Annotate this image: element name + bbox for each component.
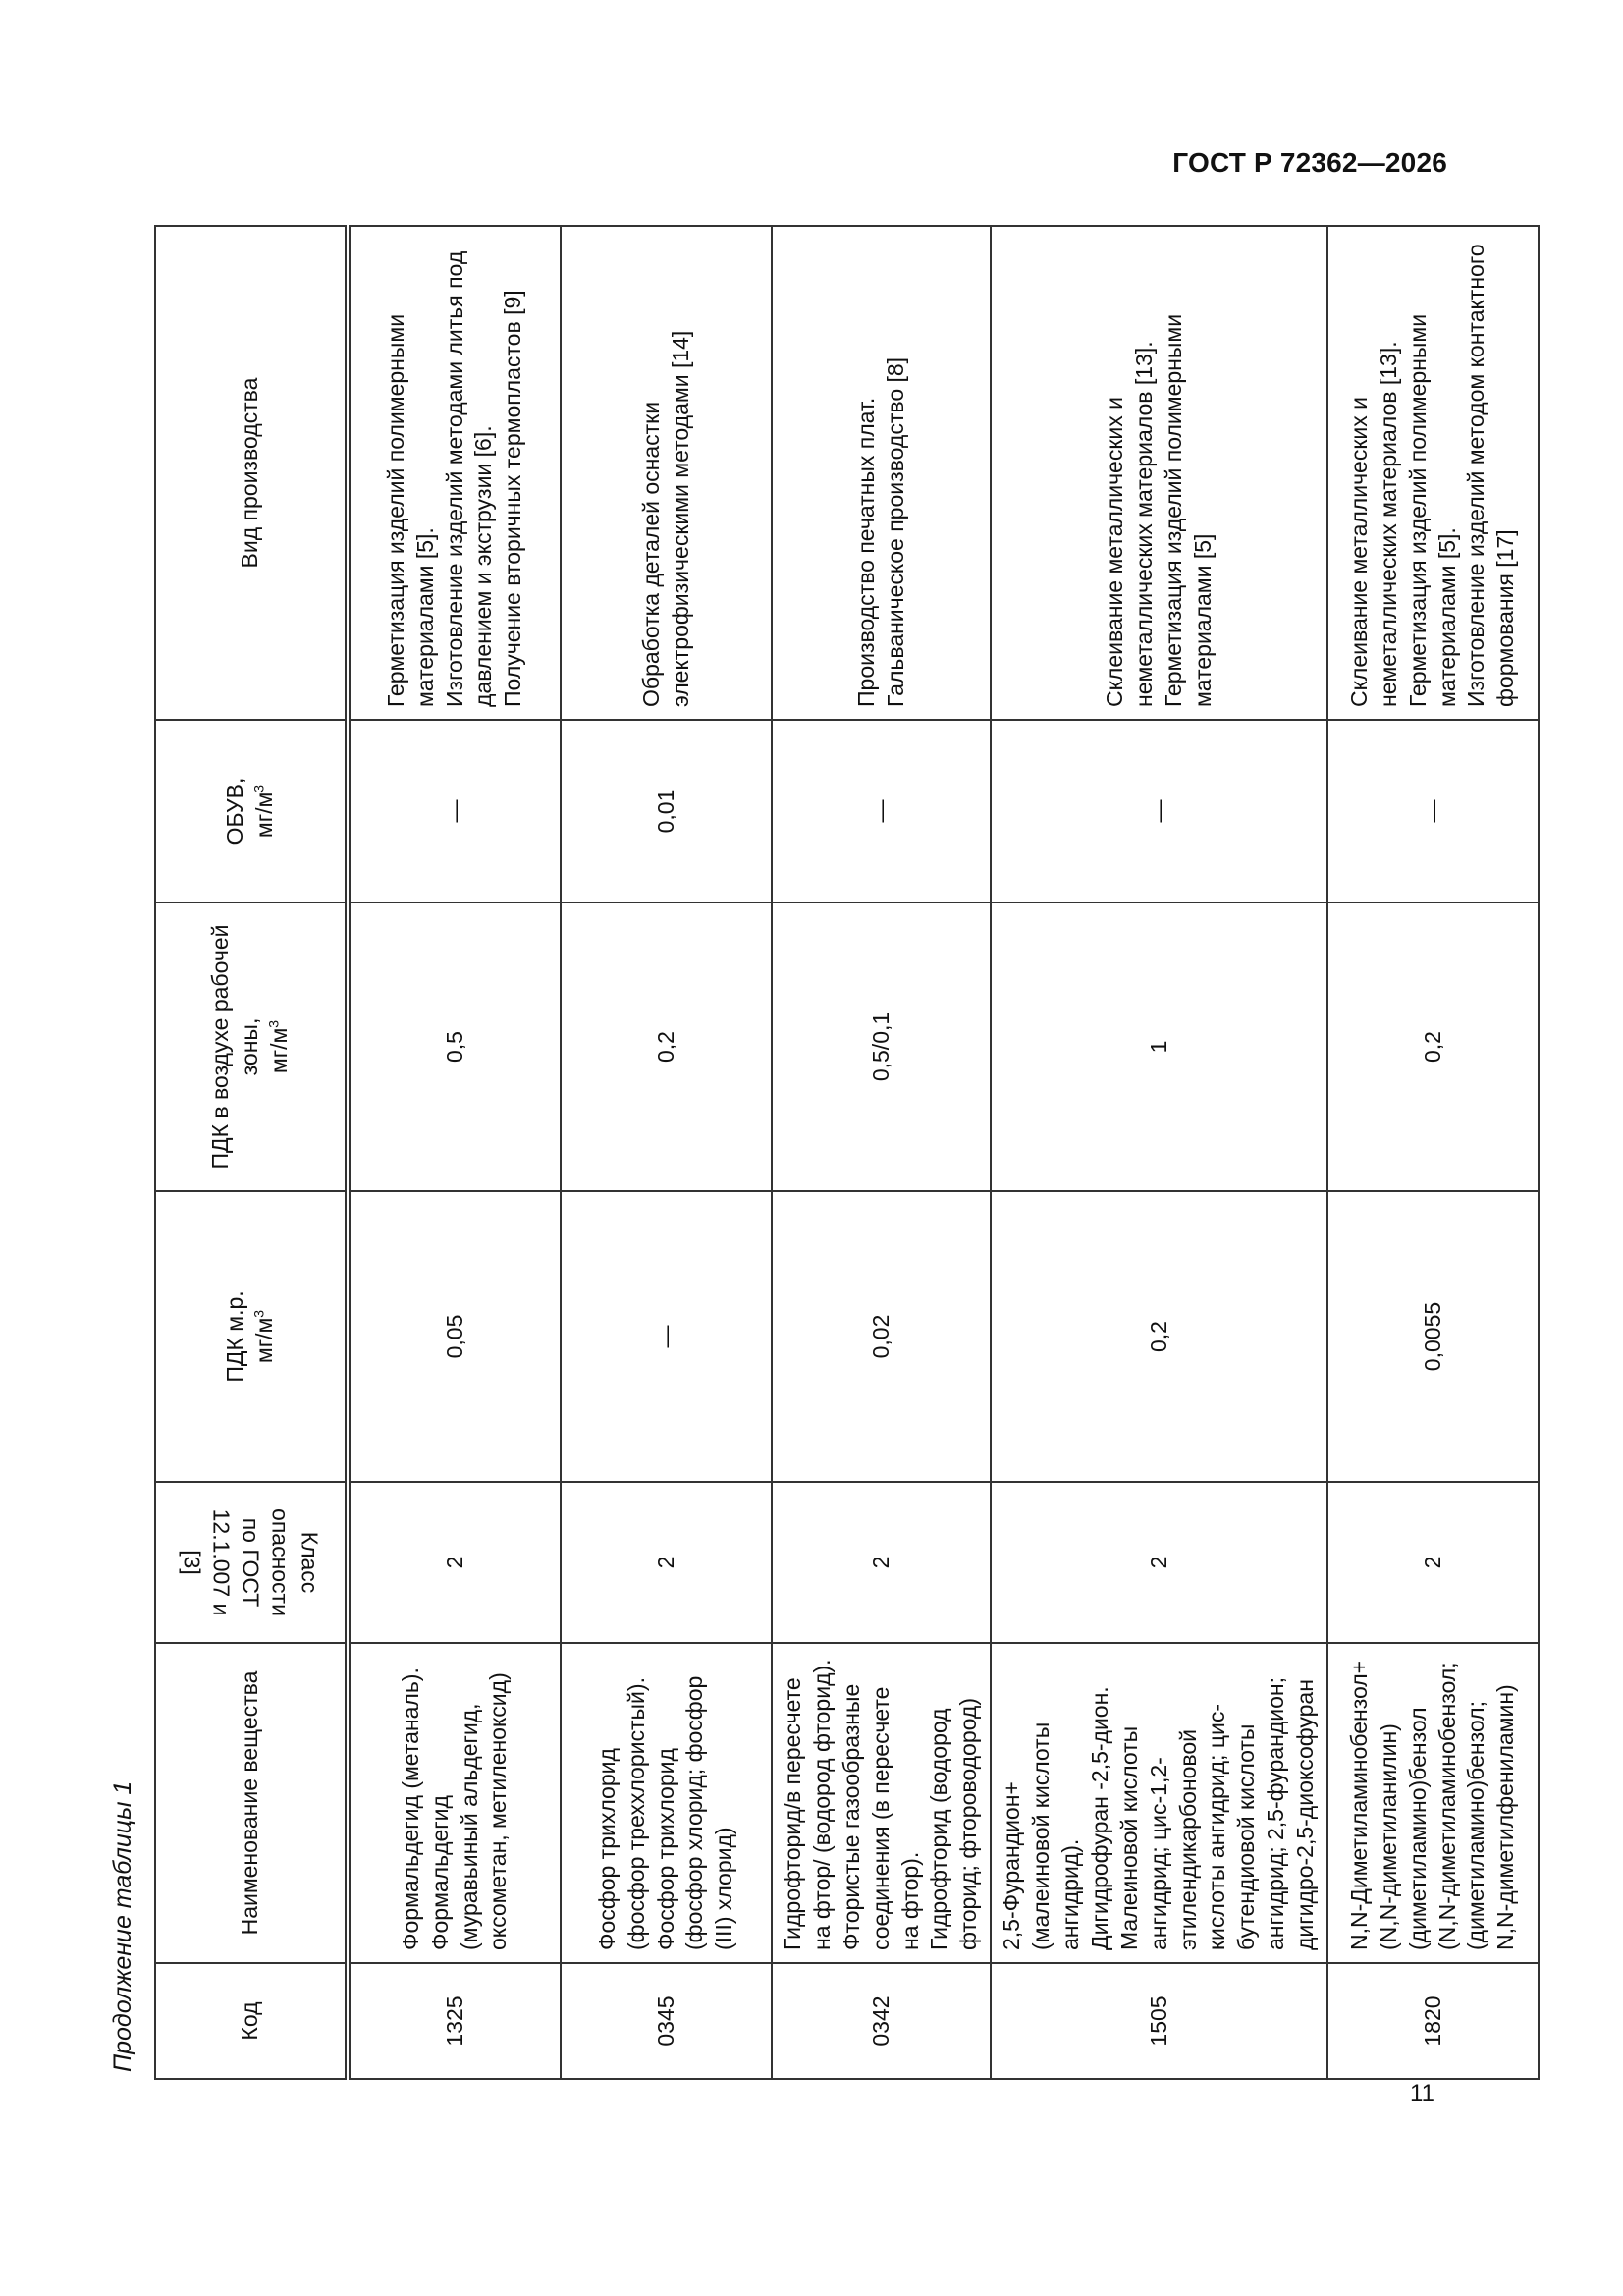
cell-pdk-air: 0,2 [1327, 902, 1539, 1191]
header-pdk-mr: ПДК м.р. $мг/м^3$ [155, 1191, 348, 1482]
cell-production: Герметизация изделий полимерными материалами [5]. Изготовление изделий методами литья под давлением и экструзии [6]. Получение вторичных термопластов [9] [348, 226, 561, 720]
cell-hazard-class: 2 [772, 1482, 991, 1643]
table-row [348, 226, 561, 2079]
header-hazard-class: Класс опасности по ГОСТ 12.1.007 и [3] [155, 1482, 348, 1643]
cell-code: 1820 [1327, 1963, 1539, 2079]
cell-name: Фосфор трихлорид (фосфор треххлористый). Фосфор трихлорид (фосфор хлорид; фосфор (III) хлорид) [561, 1643, 772, 1963]
table-row [772, 226, 991, 2079]
table-row [991, 226, 1327, 2079]
table-header-row [155, 226, 348, 2079]
header-code: Код [155, 1963, 348, 2079]
cell-hazard-class: 2 [1327, 1482, 1539, 1643]
header-production: Вид производства [155, 226, 348, 720]
page-number: 11 [1410, 2080, 1434, 2106]
cell-code: 0345 [561, 1963, 772, 2079]
cell-name: Гидрофторид/в пересчете на фтор/ (водород фторид). Фтористые газообразные соединения (в пересчете на фтор). Гидрофторид (водород фторид; фтороводород) [772, 1643, 991, 1963]
table-row [561, 226, 772, 2079]
cell-obuv: 0,01 [561, 720, 772, 902]
header-name: Наименование вещества [155, 1643, 348, 1963]
header-obuv: ОБУВ, $мг/м^3$ [155, 720, 348, 902]
cell-hazard-class: 2 [991, 1482, 1327, 1643]
cell-pdk-mr: 0,2 [991, 1191, 1327, 1482]
cell-code: 1505 [991, 1963, 1327, 2079]
cell-name: N,N-Диметиламинобензол+ (N,N-диметиланилин) (диметиламино)бензол (N,N-диметиламинобензол; (диметиламино)бензол; N,N-диметилфениламин) [1327, 1643, 1539, 1963]
cell-production: Склеивание металлических и неметаллических материалов [13]. Герметизация изделий полимерными материалами [5] [991, 226, 1327, 720]
substances-table [154, 225, 1540, 2080]
cell-obuv: — [991, 720, 1327, 902]
cell-pdk-air: 0,5 [348, 902, 561, 1191]
cell-pdk-air: 0,2 [561, 902, 772, 1191]
cell-name: 2,5-Фурандион+(малеиновой кислоты ангидрид). Дигидрофуран -2,5-дион. Малеиновой кислоты ангидрид; цис-1,2-этилендикарбоновой кислоты ангидрид; цис-бутендиовой кислоты ангидрид; 2,5-фурандион; дигидро-2,5-диоксофуран [991, 1643, 1327, 1963]
standard-code: ГОСТ Р 72362—2026 [1172, 147, 1447, 178]
cell-hazard-class: 2 [561, 1482, 772, 1643]
cell-obuv: — [772, 720, 991, 902]
cell-pdk-air: 1 [991, 902, 1327, 1191]
cell-pdk-mr: 0,05 [348, 1191, 561, 1482]
cell-pdk-air: 0,5/0,1 [772, 902, 991, 1191]
cell-obuv: — [348, 720, 561, 902]
cell-production: Производство печатных плат. Гальваническое производство [8] [772, 226, 991, 720]
cell-obuv: — [1327, 720, 1539, 902]
cell-production: Обработка деталей оснастки электрофизическими методами [14] [561, 226, 772, 720]
cell-name: Формальдегид (метаналь). Формальдегид (муравьиный альдегид, оксометан, метиленоксид) [348, 1643, 561, 1963]
cell-code: 1325 [348, 1963, 561, 2079]
header-pdk-air: ПДК в воздухе рабочей зоны, $мг/м^3$ [155, 902, 348, 1191]
cell-pdk-mr: 0,0055 [1327, 1191, 1539, 1482]
table-row [1327, 226, 1539, 2079]
cell-code: 0342 [772, 1963, 991, 2079]
cell-hazard-class: 2 [348, 1482, 561, 1643]
cell-production: Склеивание металлических и неметаллических материалов [13]. Герметизация изделий полимерными материалами [5]. Изготовление изделий методом контактного формования [17] [1327, 226, 1539, 720]
cell-pdk-mr: 0,02 [772, 1191, 991, 1482]
table-caption: Продолжение таблицы 1 [109, 1780, 136, 2072]
cell-pdk-mr: — [561, 1191, 772, 1482]
